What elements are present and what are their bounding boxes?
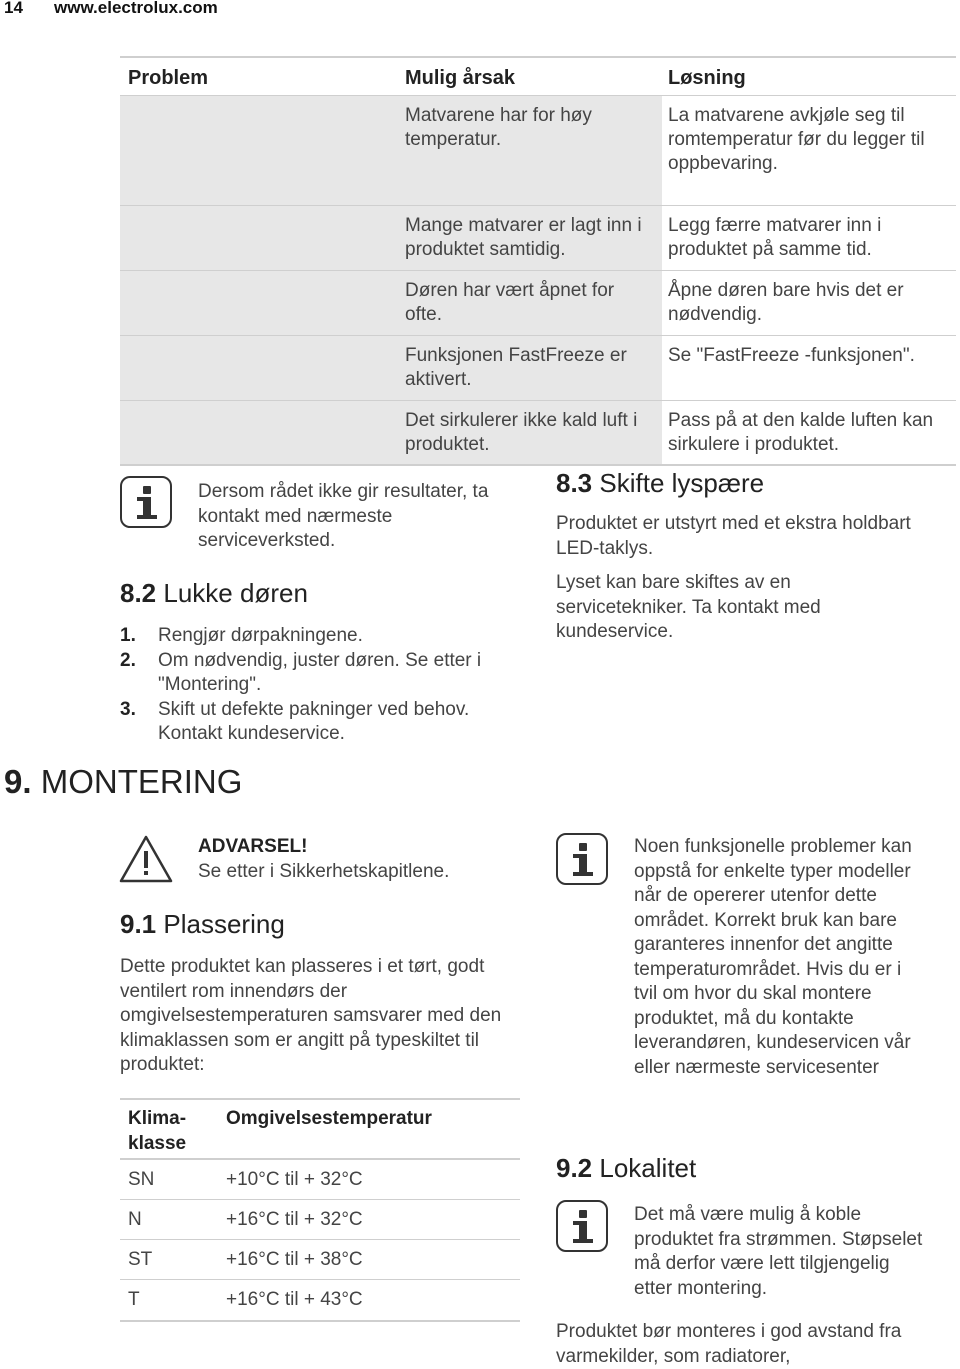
col-header-class-cont: klasse — [128, 1132, 187, 1154]
col-header-problem: Problem — [128, 67, 209, 89]
col-header-solution: Løsning — [668, 67, 746, 89]
climate-table — [120, 1098, 520, 1322]
section-heading-8-3: 8.3 Skifte lyspære — [556, 468, 765, 498]
steps-list — [120, 624, 520, 747]
cause-cell: Funksjonen FastFreeze er aktivert. — [405, 345, 627, 390]
col-header-class: Klima- — [128, 1108, 187, 1129]
info-icon — [556, 1200, 608, 1252]
section-heading-9-2: 9.2 Lokalitet — [556, 1153, 697, 1183]
warning-title: ADVARSEL! — [198, 836, 308, 857]
col-header-temp: Omgivelsestemperatur — [226, 1108, 432, 1129]
page-number: 14 — [4, 0, 23, 17]
problem-table — [120, 56, 956, 466]
warning-icon — [118, 834, 174, 884]
cause-cell: Det sirkulerer ikke kald luft i produktet. — [405, 410, 638, 455]
info-note: Dersom rådet ikke gir resultater, ta kontakt med nærmeste serviceverksted. — [198, 481, 489, 551]
cause-cell: Matvarene har for høy temperatur. — [405, 105, 592, 150]
table-row: ST +16°C til + 38°C — [120, 1240, 520, 1280]
paragraph: Lyset kan bare skiftes av en servicetekniker. Ta kontakt med kundeservice. — [556, 572, 821, 642]
table-row: N +16°C til + 32°C — [120, 1200, 520, 1240]
table-row — [120, 206, 956, 271]
info-note: Det må være mulig å koble produktet fra strømmen. Støpselet må derfor være lett tilgjengelig etter montering. — [634, 1204, 923, 1299]
solution-cell: La matvarene avkjøle seg til romtemperatur før du legger til oppbevaring. — [668, 105, 925, 174]
table-row — [120, 271, 956, 336]
info-icon — [120, 476, 172, 528]
list-item: 3. Skift ut defekte pakninger ved behov. Kontakt kundeservice. — [120, 698, 470, 744]
table-row — [120, 336, 956, 401]
chapter-title: 9. MONTERING — [4, 763, 243, 800]
problem-table-header — [120, 56, 956, 96]
warning-text: Se etter i Sikkerhetskapitlene. — [198, 860, 450, 882]
table-row — [120, 96, 956, 206]
solution-cell: Pass på at den kalde luften kan sirkulere i produktet. — [668, 410, 934, 455]
paragraph: Dette produktet kan plasseres i et tørt, godt ventilert rom innendørs der omgivelsestemperaturen samsvarer med den klimaklassen som er angitt på typeskiltet til produktet: — [120, 956, 502, 1075]
cause-cell: Døren har vært åpnet for ofte. — [405, 280, 615, 325]
table-row: T +16°C til + 43°C — [128, 1289, 363, 1310]
table-row — [120, 401, 956, 464]
cause-cell: Mange matvarer er lagt inn i produktet samtidig. — [405, 215, 642, 260]
list-item: 1. Rengjør dørpakningene. — [120, 625, 363, 646]
section-heading-9-1: 9.1 Plassering — [120, 909, 285, 939]
info-note: Noen funksjonelle problemer kan oppstå for enkelte typer modeller når de opererer utenfor dette området. Korrekt bruk kan bare garanteres innenfor det angitte temperaturområdet. Hvis du er i tvil om hvor du skal montere produktet, må du kontakte leverandøren, kundeservicen vår eller nærmeste servicesenter — [634, 836, 912, 1078]
solution-cell: Legg færre matvarer inn i produktet på samme tid. — [668, 215, 882, 260]
solution-cell: Åpne døren bare hvis det er nødvendig. — [668, 280, 904, 325]
paragraph: Produktet bør monteres i god avstand fra varmekilder, som radiatorer, — [556, 1321, 902, 1367]
paragraph: Produktet er utstyrt med et ekstra holdbart LED-taklys. — [556, 513, 911, 559]
website-link[interactable]: www.electrolux.com — [54, 0, 218, 17]
list-item: 2. Om nødvendig, juster døren. Se etter i "Montering". — [120, 649, 482, 695]
climate-table-header — [120, 1098, 520, 1160]
col-header-cause: Mulig årsak — [405, 67, 516, 89]
table-row: SN +10°C til + 32°C — [120, 1160, 520, 1200]
warning-block — [198, 835, 518, 884]
info-icon — [556, 833, 608, 885]
solution-cell: Se "FastFreeze -funksjonen". — [668, 345, 915, 366]
section-heading-8-2: 8.2 Lukke døren — [120, 578, 308, 608]
